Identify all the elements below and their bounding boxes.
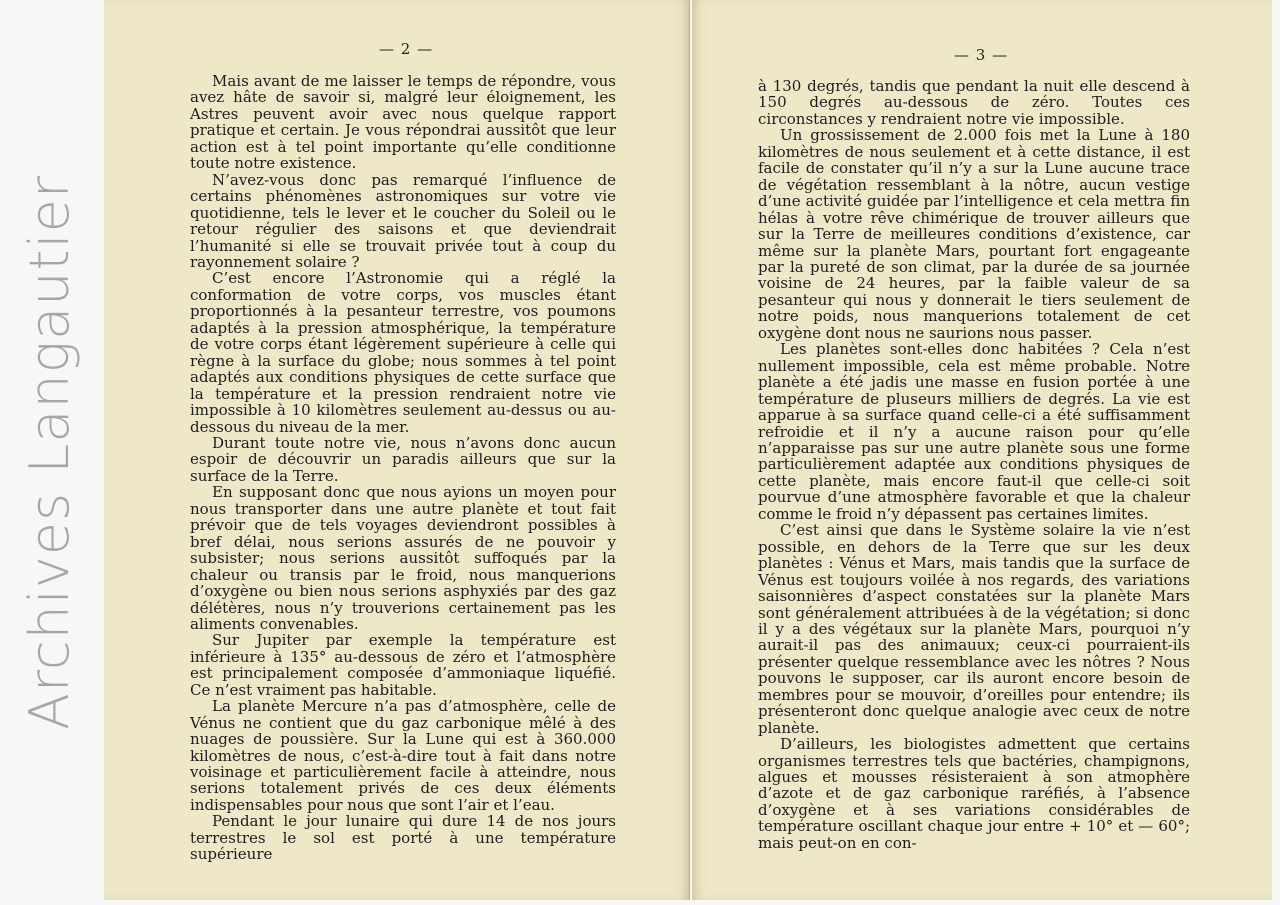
right-page-text <box>758 78 1190 851</box>
paragraph: N’avez-vous donc pas remarqué l’influence de certains phénomènes astronomiques sur votre vie quotidienne, tels le lever et le coucher du Soleil ou le retour régulier des saisons et que deviendrait l’humanité si elle se trouvait privée tout à coup du rayonnement solaire ? <box>190 170 616 271</box>
left-page <box>104 0 690 900</box>
left-page-text <box>190 73 616 863</box>
watermark <box>0 0 100 905</box>
paragraph: Pendant le jour lunaire qui dure 14 de nos jours terrestres le sol est porté à une température supérieure <box>190 812 616 864</box>
paragraph: Mais avant de me laisser le temps de répondre, vous avez hâte de savoir si, malgré leur éloignement, les Astres peuvent avoir avec nous quelque rapport pratique et certain. Je vous répondrai aussitôt que leur action est à tel point importante qu’elle conditionne toute notre existence. <box>190 72 616 173</box>
paragraph: En supposant donc que nous ayions un moyen pour nous transporter dans une autre planète et tout fait prévoir que de tels voyages deviendront possibles à bref délai, nous serions assurés de ne pouvoir y subsister; nous serions aussitôt suffoqués par la chaleur ou transis par le froid, nous manquerions d’oxygène ou bien nous serions asphyxiés par des gaz délétères, nous n’y trouverions certainement pas les aliments convenables. <box>190 483 616 633</box>
page-number-left: — 2 — <box>379 40 434 58</box>
paragraph: D’ailleurs, les biologistes admettent que certains organismes terrestres tels que bactéries, champignons, algues et mousses résisteraient à son atmophère d’azote et de gaz carbonique raréfiés, à l’absence d’oxygène et à ses variations considérables de température oscillant chaque jour entre + 10° et — 60°; mais peut-on en con- <box>758 735 1190 852</box>
paragraph: Les planètes sont-elles donc habitées ? Cela n’est nullement impossible, cela est même probable. Notre planète a été jadis une masse en fusion portée à une température de pluseurs milliers de degrés. La vie est apparue à sa surface quand celle-ci a été suffisamment refroidie et il n’y a aucune raison pour qu’elle n’apparaisse pas sur une autre planète sous une forme particulièrement adaptée aux conditions physiques de cette planète, mais encore faut-il que celle-ci soit pourvue d’une atmosphère favorable et que la chaleur comme le froid n’y dépassent pas certaines limites. <box>758 340 1190 523</box>
page-number-right: — 3 — <box>954 46 1009 64</box>
paragraph: La planète Mercure n’a pas d’atmosphère, celle de Vénus ne contient que du gaz carbonique mêlé à des nuages de poussière. Sur la Lune qui est à 360.000 kilomètres de nous, c’est-à-dire tout à fait dans notre voisinage et particulièrement facile à atteindre, nous serions totalement privés de ces deux éléments indispensables pour nous que sont l’air et l’eau. <box>190 697 616 814</box>
paragraph: Sur Jupiter par exemple la température est inférieure à 135° au-dessous de zéro et l’atmosphère est principalement composée d’ammoniaque liquéfié. Ce n’est vraiment pas habitable. <box>190 631 616 699</box>
paragraph: C’est ainsi que dans le Système solaire la vie n’est possible, en dehors de la Terre que sur les deux planètes : Vénus et Mars, mais tandis que la surface de Vénus est toujours voilée à nos regards, des variations saisonnières d’aspect constatées sur la planète Mars sont généralement attribuées à de la végétation; si donc il y a des végétaux sur la planète Mars, pourquoi n’y aurait-il pas des animauux; ceux-ci pourraient-ils présenter quelque ressemblance avec les nôtres ? Nous pouvons le supposer, car ils auront encore besoin de membres pour se mouvoir, d’oreilles pour entendre; ils présenteront donc quelque analogie avec ceux de notre planète. <box>758 521 1190 737</box>
watermark-text: Archives Langautier <box>18 174 82 731</box>
paragraph: Un grossissement de 2.000 fois met la Lune à 180 kilomètres de nous seulement et à cette distance, il est facile de constater qu’il n’y a sur la Lune aucune trace de végétation ressemblant à la nôtre, aucun vestige d’une activité guidée par l’intelligence et cela mettra fin hélas à votre rêve chimérique de trouver ailleurs que sur la Terre de meilleures conditions d’existence, car même sur la planète Mars, pourtant fort engageante par la pureté de son climat, par la durée de sa journée voisine de 24 heures, par la faible valeur de sa pesanteur qui nous y donnerait le tiers seulement de notre poids, nous manquerions totalement de cet oxygène dont nous ne saurions nous passer. <box>758 126 1190 342</box>
right-page <box>692 0 1272 900</box>
paragraph: à 130 degrés, tandis que pendant la nuit elle descend à 150 degrés au-dessous de zéro. Toutes ces circonstances y rendraient notre vie impossible. <box>758 77 1190 128</box>
paragraph: C’est encore l’Astronomie qui a réglé la conformation de votre corps, vos muscles étant proportionnés à la pesanteur terrestre, vos poumons adaptés à la pression atmosphérique, la température de votre corps étant légèrement supérieure à celle qui règne à la surface du globe; nous sommes à tel point adaptés aux conditions physiques de cette surface que la température et la pression rendraient notre vie impossible à 10 kilomètres seulement au-dessus ou au-dessous du niveau de la mer. <box>190 269 616 436</box>
paragraph: Durant toute notre vie, nous n’avons donc aucun espoir de découvrir un paradis ailleurs que sur la surface de la Terre. <box>190 433 616 485</box>
